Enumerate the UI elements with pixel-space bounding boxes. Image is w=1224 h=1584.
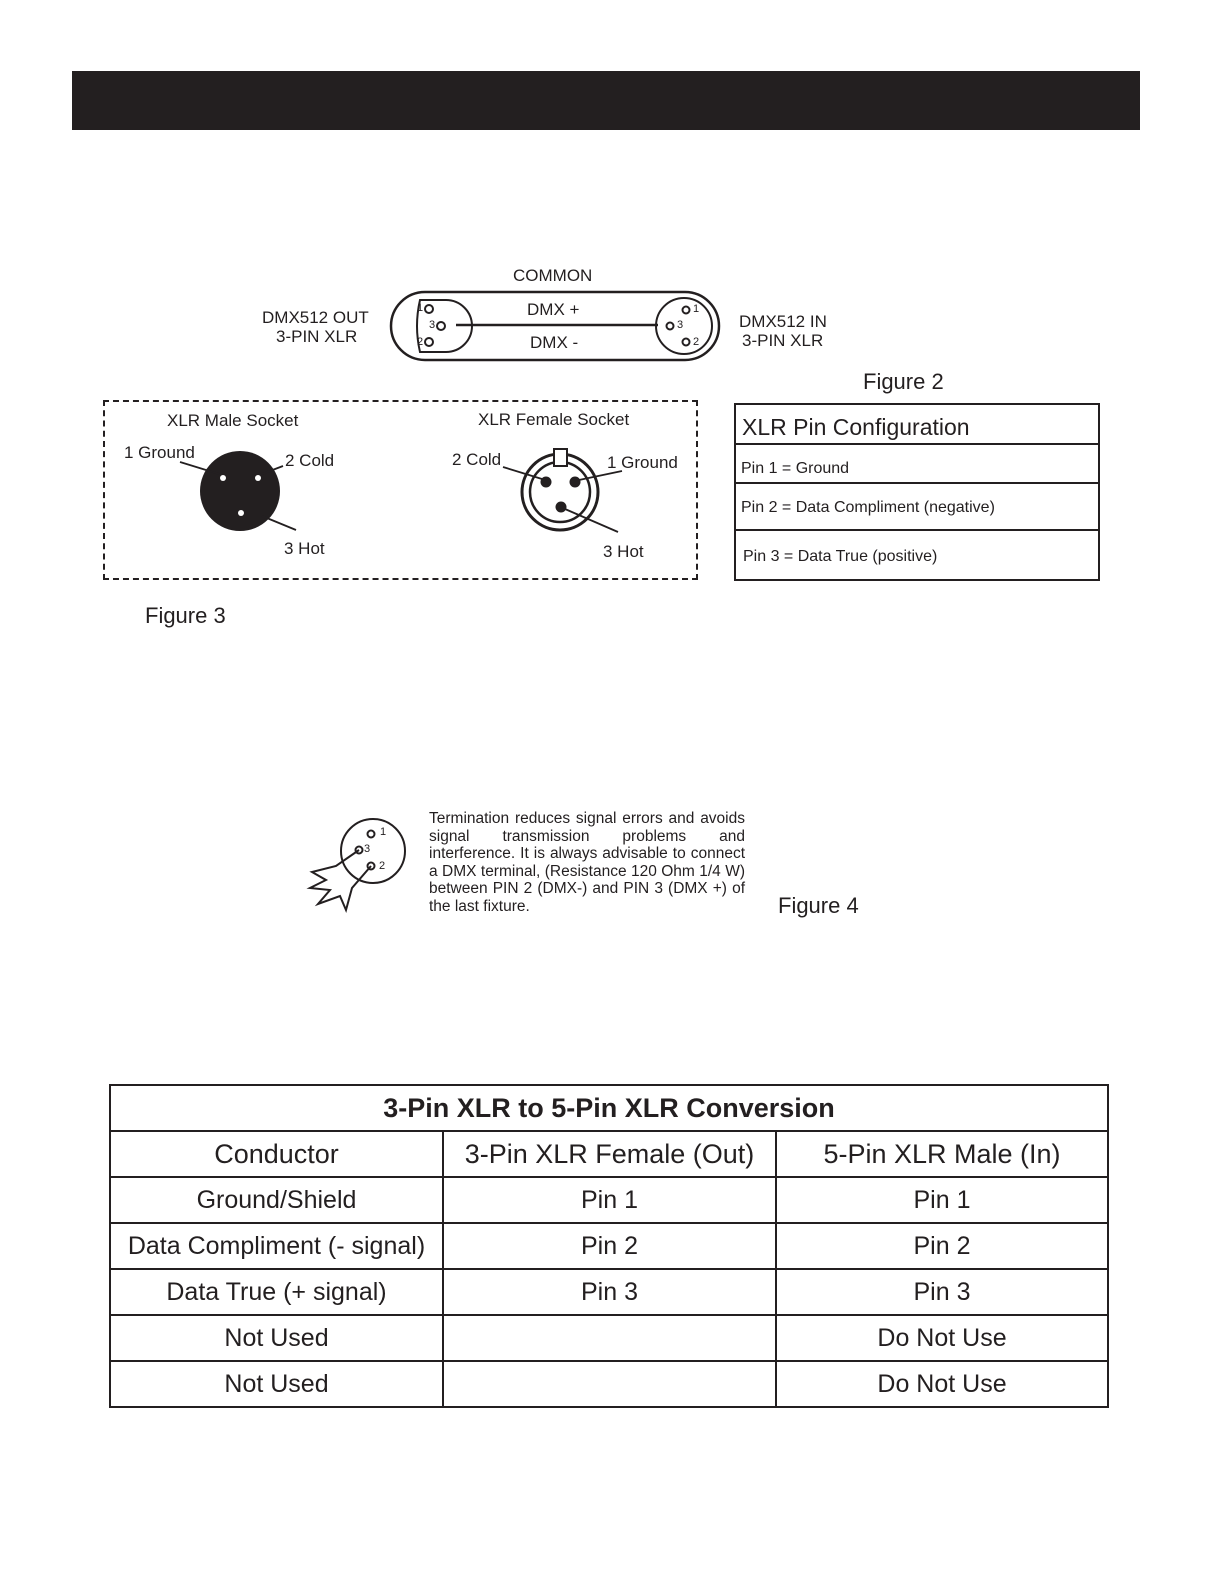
table-header-row: [110, 1131, 1108, 1177]
figure3-label: Figure 3: [145, 603, 226, 628]
termination-plug-body: [341, 819, 405, 883]
in-pin-1-label: 1: [693, 303, 700, 315]
male-hot-label: 3 Hot: [284, 539, 325, 558]
dmx-out-label: DMX512 OUT: [262, 308, 369, 327]
out-pin-3-label: 3: [429, 319, 436, 331]
in-pin-3-label: 3: [677, 319, 684, 331]
column-header: 5-Pin XLR Male (In): [776, 1131, 1108, 1177]
table-cell: Data Compliment (- signal): [110, 1223, 443, 1269]
table-cell: Pin 2: [443, 1223, 776, 1269]
female-cold-label: 2 Cold: [452, 450, 502, 469]
dmx-minus-label: DMX -: [530, 333, 579, 352]
table-row: [110, 1269, 1108, 1315]
table-cell: Not Used: [110, 1361, 443, 1407]
table-row: [110, 1315, 1108, 1361]
table-row: [110, 1223, 1108, 1269]
table-row: [110, 1361, 1108, 1407]
dmx-in-label: DMX512 IN: [739, 312, 827, 331]
female-socket-title: XLR Female Socket: [478, 410, 630, 429]
conversion-table-title: 3-Pin XLR to 5-Pin XLR Conversion: [110, 1085, 1108, 1131]
female-hot-label: 3 Hot: [603, 542, 644, 561]
table-cell: Do Not Use: [776, 1361, 1108, 1407]
male-cold-label: 2 Cold: [285, 451, 335, 470]
male-socket-title: XLR Male Socket: [167, 411, 299, 430]
column-header: 3-Pin XLR Female (Out): [443, 1131, 776, 1177]
table-cell: Data True (+ signal): [110, 1269, 443, 1315]
table-cell: Ground/Shield: [110, 1177, 443, 1223]
pin-config-row: Pin 2 = Data Compliment (negative): [741, 499, 995, 516]
table-cell: Pin 1: [443, 1177, 776, 1223]
table-row: [110, 1177, 1108, 1223]
column-header: Conductor: [110, 1131, 443, 1177]
table-cell: Pin 3: [776, 1269, 1108, 1315]
table-cell: Not Used: [110, 1315, 443, 1361]
table-cell: Pin 2: [776, 1223, 1108, 1269]
termination-pin-1-label: 1: [380, 826, 387, 838]
table-cell: [443, 1315, 776, 1361]
figure2-label: Figure 2: [863, 369, 944, 394]
conversion-table: [109, 1084, 1109, 1408]
table-cell: Pin 1: [776, 1177, 1108, 1223]
common-label: COMMON: [513, 266, 593, 285]
table-cell: Pin 3: [443, 1269, 776, 1315]
dmx-in-sub-label: 3-PIN XLR: [742, 331, 824, 350]
out-pin-2-label: 2: [417, 336, 424, 348]
table-cell: [443, 1361, 776, 1407]
termination-description: Termination reduces signal errors and avoids signal transmission problems and interference. It is always advisable to connect a DMX terminal, (Resistance 120 Ohm 1/4 W) between PIN 2 (DMX-) and PIN 3 (DMX +) of the last fixture.: [429, 810, 745, 915]
female-ground-label: 1 Ground: [607, 453, 678, 472]
in-pin-2-label: 2: [693, 336, 700, 348]
table-cell: Do Not Use: [776, 1315, 1108, 1361]
figure4-label: Figure 4: [778, 893, 859, 918]
dmx-out-sub-label: 3-PIN XLR: [276, 327, 358, 346]
termination-pin-2-label: 2: [379, 860, 386, 872]
dmx-plus-label: DMX +: [527, 300, 580, 319]
termination-pin-3-label: 3: [364, 843, 371, 855]
male-ground-label: 1 Ground: [124, 443, 195, 462]
pin-config-row: Pin 1 = Ground: [741, 460, 850, 477]
out-pin-1-label: 1: [417, 302, 424, 314]
termination-pin-1: [368, 831, 375, 838]
pin-config-row: Pin 3 = Data True (positive): [743, 548, 938, 565]
pin-config-title: XLR Pin Configuration: [742, 414, 970, 440]
